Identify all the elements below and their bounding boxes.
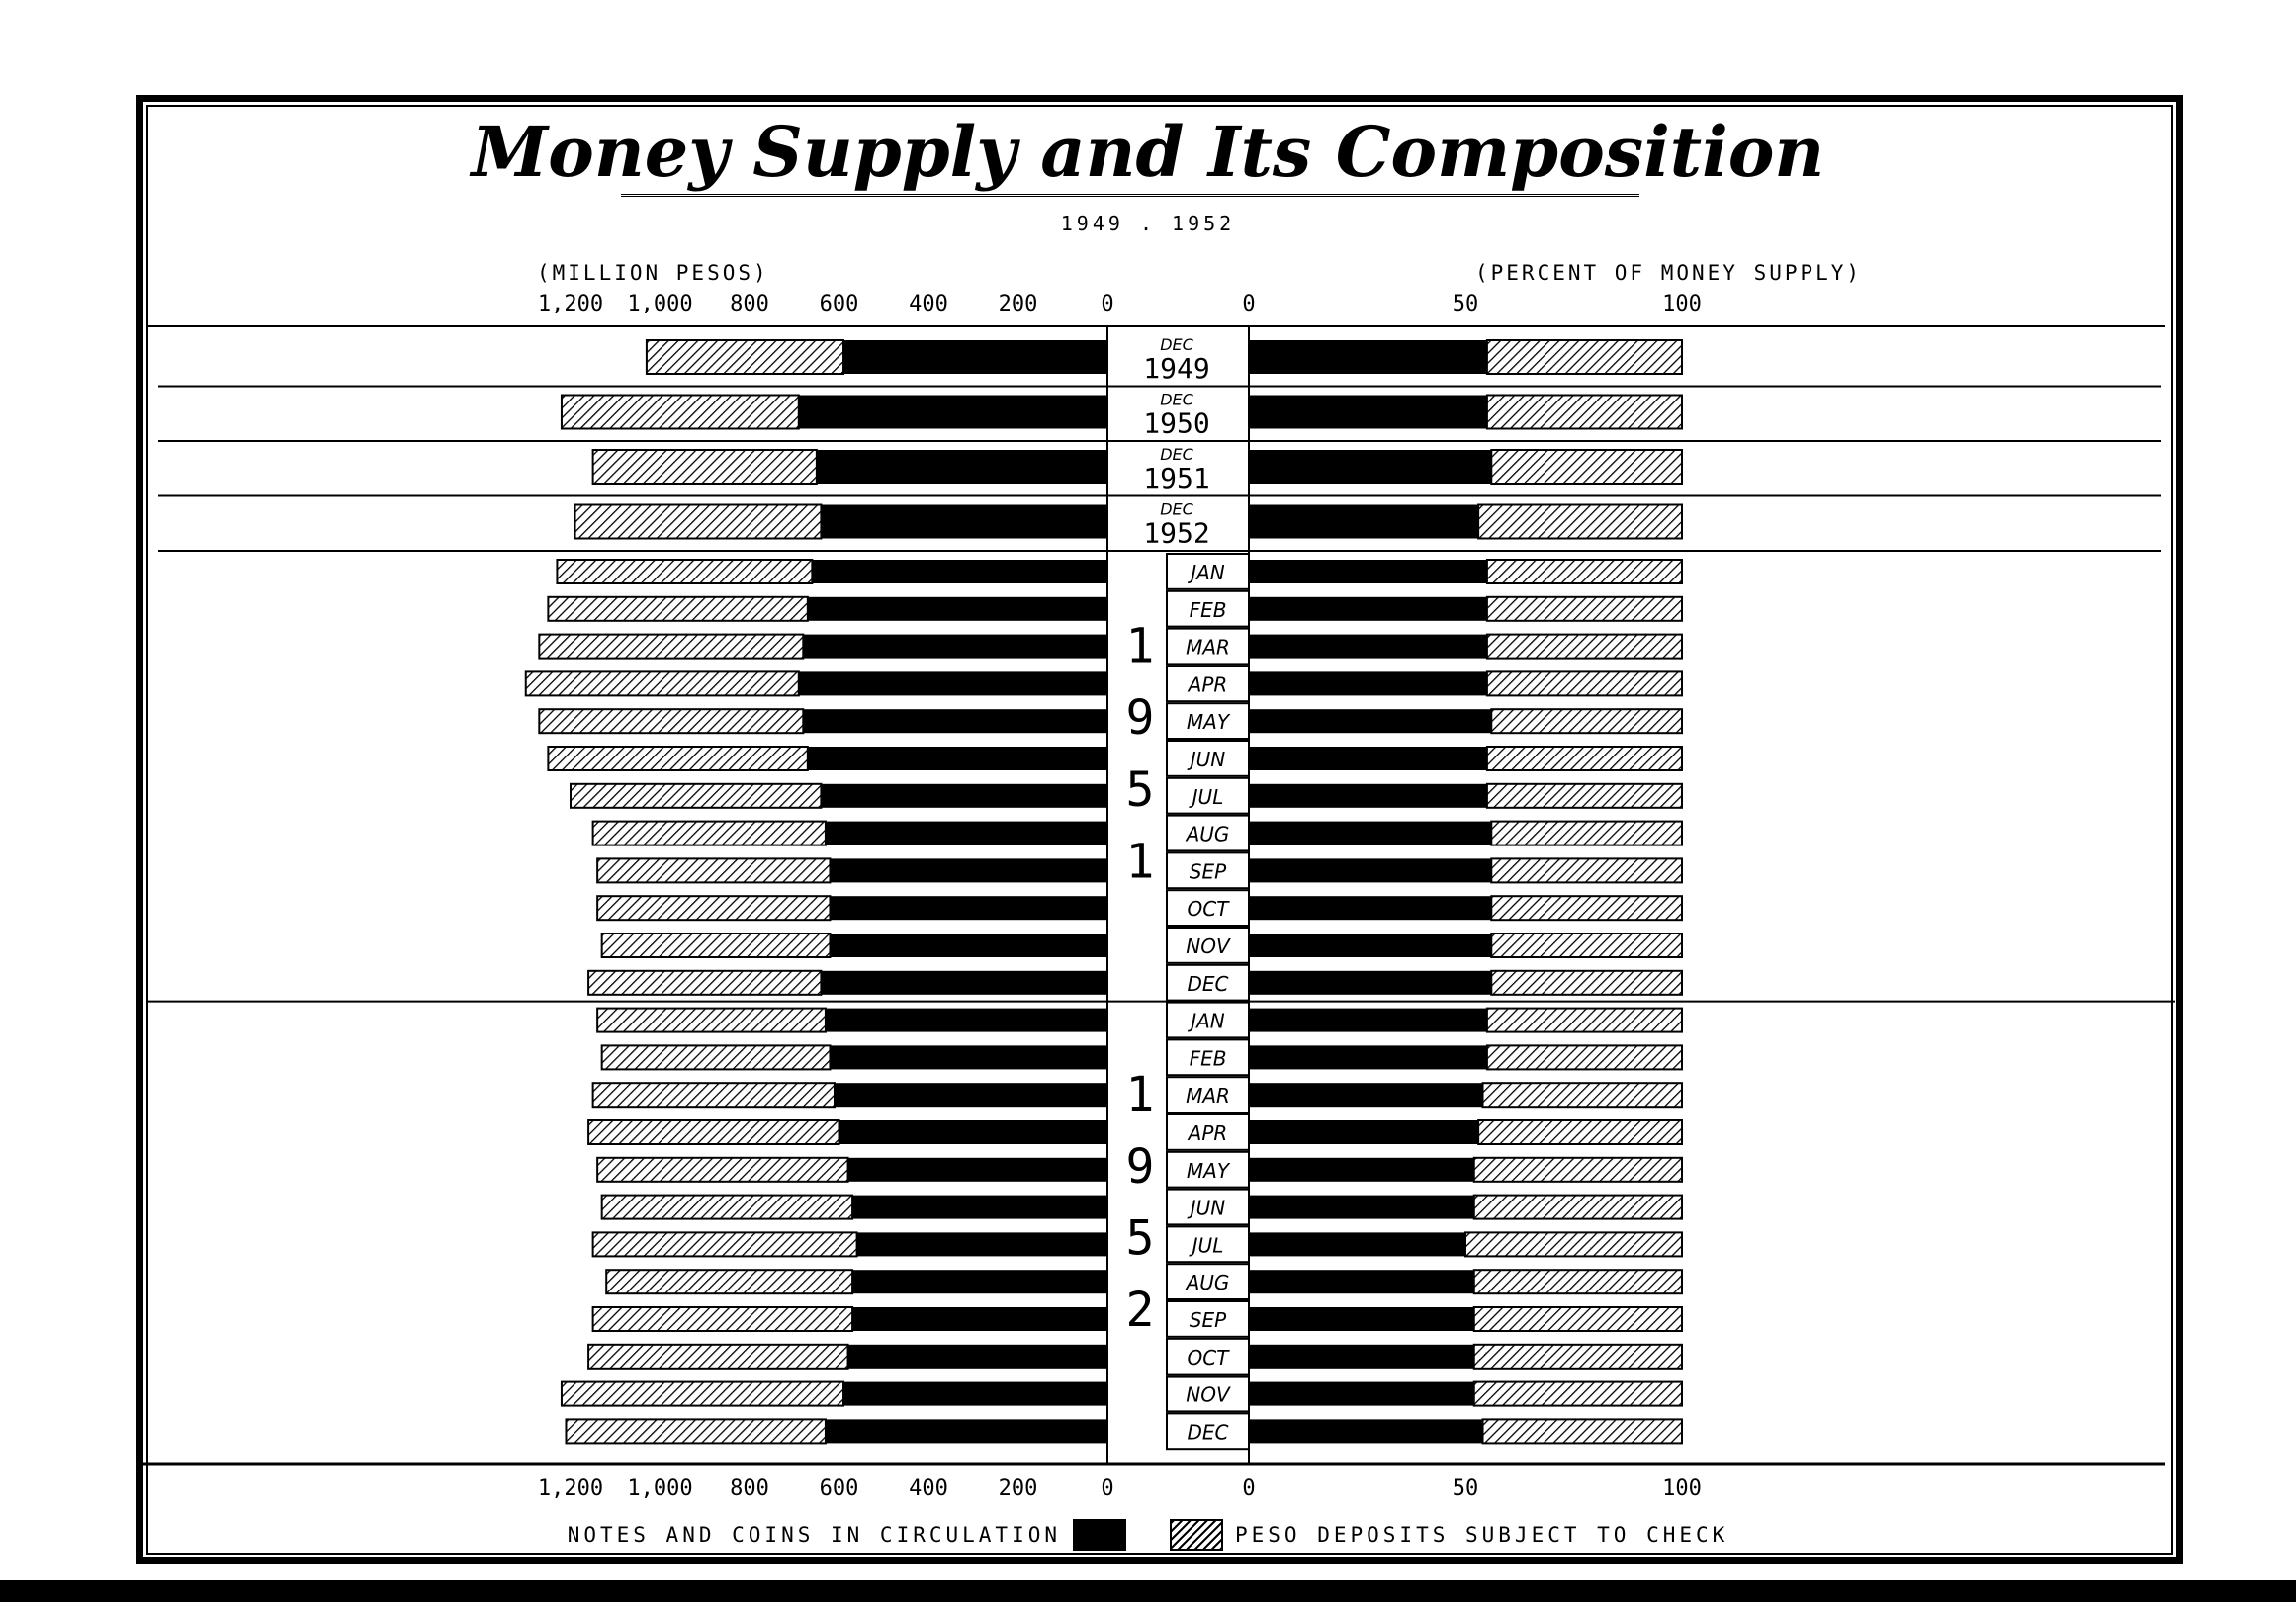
- month-1952-JAN-notes-bar: [826, 1009, 1107, 1032]
- month-1951-APR-notes-bar: [799, 671, 1107, 695]
- month-1951-MAY-notes-bar: [803, 709, 1107, 733]
- month-1951-JAN-notes-bar: [812, 560, 1107, 583]
- month-1951-MAR-deposits-bar: [539, 635, 803, 659]
- month-1951-JUL-notes-bar: [821, 784, 1107, 808]
- month-1951-MAR-deposits-pct-bar: [1487, 635, 1682, 659]
- annual-1949-deposits-pct-bar: [1487, 340, 1682, 374]
- month-1952-OCT-notes-pct-bar: [1249, 1345, 1474, 1369]
- month-label: MAR: [1186, 635, 1230, 660]
- left-axis-tick-top: 400: [909, 292, 948, 316]
- group-year-digit: 5: [1125, 761, 1155, 818]
- month-1952-SEP-notes-pct-bar: [1249, 1307, 1474, 1331]
- left-axis-tick-bottom: 0: [1101, 1476, 1114, 1501]
- month-1952-JUL-notes-bar: [857, 1232, 1107, 1256]
- month-1951-NOV-deposits-pct-bar: [1491, 934, 1682, 957]
- month-label: MAY: [1186, 1158, 1230, 1183]
- month-1951-APR-deposits-pct-bar: [1487, 671, 1682, 695]
- month-1951-MAR-notes-bar: [803, 635, 1107, 659]
- month-1952-APR-deposits-pct-bar: [1478, 1120, 1682, 1144]
- month-1952-JUL-deposits-bar: [593, 1232, 857, 1256]
- group-year-digit: 9: [1125, 1138, 1155, 1195]
- right-axis-tick-top: 50: [1452, 292, 1479, 316]
- month-1952-SEP-deposits-pct-bar: [1474, 1307, 1682, 1331]
- group-year-digit: 1: [1125, 618, 1155, 674]
- page-title: Money Supply and Its Composition: [471, 111, 1825, 193]
- month-1951-OCT-deposits-pct-bar: [1491, 896, 1682, 920]
- annual-1950-deposits-bar: [562, 396, 799, 429]
- left-axis-tick-bottom: 1,200: [537, 1476, 604, 1501]
- month-label: JUN: [1190, 748, 1226, 771]
- month-1952-MAR-notes-bar: [835, 1083, 1107, 1107]
- month-1952-JUN-notes-pct-bar: [1249, 1196, 1474, 1219]
- annual-1950-deposits-pct-bar: [1487, 396, 1682, 429]
- month-label: MAY: [1186, 710, 1230, 735]
- annual-1951-deposits-bar: [593, 450, 817, 484]
- month-1951-APR-deposits-bar: [526, 671, 799, 695]
- left-axis-tick-top: 1,000: [627, 292, 693, 316]
- month-1952-APR-notes-pct-bar: [1249, 1120, 1478, 1144]
- group-year-digit: 5: [1125, 1210, 1155, 1267]
- annual-1951-notes-pct-bar: [1249, 450, 1491, 484]
- month-1952-MAY-notes-bar: [848, 1158, 1107, 1182]
- month-1952-MAY-deposits-bar: [597, 1158, 847, 1182]
- right-axis-tick-bottom: 100: [1662, 1476, 1702, 1501]
- month-1951-OCT-deposits-bar: [597, 896, 830, 920]
- annual-1949-notes-bar: [843, 340, 1107, 374]
- month-label: AUG: [1186, 1271, 1230, 1295]
- month-1952-AUG-deposits-pct-bar: [1474, 1270, 1682, 1293]
- month-1952-JAN-notes-pct-bar: [1249, 1009, 1487, 1032]
- month-1951-JUN-notes-pct-bar: [1249, 747, 1487, 770]
- annual-year-label: 1950: [1143, 406, 1210, 440]
- month-1952-FEB-notes-pct-bar: [1249, 1045, 1487, 1069]
- month-label: AUG: [1186, 822, 1230, 846]
- month-1952-AUG-notes-pct-bar: [1249, 1270, 1474, 1293]
- left-axis-tick-top: 0: [1101, 292, 1114, 316]
- legend-swatch-deposits: [1170, 1519, 1223, 1551]
- month-label: FEB: [1189, 1046, 1227, 1071]
- group-year-digit: 1: [1125, 834, 1155, 890]
- annual-1949-deposits-bar: [647, 340, 843, 374]
- month-1952-AUG-deposits-bar: [606, 1270, 852, 1293]
- annual-month-label: DEC: [1160, 335, 1193, 354]
- month-label: NOV: [1186, 1382, 1230, 1407]
- month-1952-OCT-notes-bar: [848, 1345, 1107, 1369]
- right-axis-tick-bottom: 50: [1452, 1476, 1479, 1501]
- legend-label-notes: NOTES AND COINS IN CIRCULATION: [567, 1523, 1061, 1547]
- month-1952-JAN-deposits-pct-bar: [1487, 1009, 1682, 1032]
- annual-1952-deposits-pct-bar: [1478, 505, 1682, 539]
- month-1952-DEC-notes-bar: [826, 1419, 1107, 1443]
- month-1951-JUN-notes-bar: [808, 747, 1107, 770]
- month-1952-NOV-deposits-pct-bar: [1474, 1382, 1682, 1406]
- annual-year-label: 1952: [1143, 516, 1210, 550]
- month-1951-JAN-deposits-pct-bar: [1487, 560, 1682, 583]
- month-1951-SEP-deposits-bar: [597, 858, 830, 882]
- annual-1952-notes-pct-bar: [1249, 505, 1478, 539]
- month-1952-FEB-deposits-bar: [602, 1045, 831, 1069]
- group-year-digit: 2: [1125, 1282, 1155, 1338]
- month-1952-FEB-notes-bar: [830, 1045, 1107, 1069]
- month-1952-FEB-deposits-pct-bar: [1487, 1045, 1682, 1069]
- month-1952-JUL-deposits-pct-bar: [1465, 1232, 1682, 1256]
- month-label: FEB: [1189, 597, 1227, 622]
- annual-1951-notes-bar: [817, 450, 1107, 484]
- annual-1950-notes-pct-bar: [1249, 396, 1487, 429]
- legend-swatch-notes: [1073, 1519, 1126, 1551]
- month-1951-FEB-deposits-bar: [548, 597, 807, 621]
- month-1952-OCT-deposits-pct-bar: [1474, 1345, 1682, 1369]
- month-label: OCT: [1187, 1345, 1229, 1370]
- month-1951-DEC-deposits-pct-bar: [1491, 971, 1682, 995]
- month-1951-DEC-notes-bar: [821, 971, 1107, 995]
- month-1951-OCT-notes-bar: [830, 896, 1107, 920]
- month-label: JUL: [1192, 784, 1224, 809]
- month-1951-APR-notes-pct-bar: [1249, 671, 1487, 695]
- left-axis-tick-bottom: 400: [909, 1476, 948, 1501]
- right-axis-tick-top: 0: [1242, 292, 1256, 316]
- left-axis-tick-bottom: 800: [730, 1476, 769, 1501]
- month-1951-SEP-deposits-pct-bar: [1491, 858, 1682, 882]
- legend: [0, 1519, 2296, 1551]
- annual-1952-deposits-bar: [575, 505, 822, 539]
- right-axis-tick-bottom: 0: [1242, 1476, 1256, 1501]
- month-1951-JUN-deposits-bar: [548, 747, 807, 770]
- right-axis-unit-label: (PERCENT OF MONEY SUPPLY): [1475, 261, 1863, 285]
- annual-month-label: DEC: [1160, 499, 1193, 519]
- month-1952-JAN-deposits-bar: [597, 1009, 826, 1032]
- month-1951-AUG-notes-bar: [826, 822, 1107, 846]
- month-1951-JAN-notes-pct-bar: [1249, 560, 1487, 583]
- month-1951-JUL-notes-pct-bar: [1249, 784, 1487, 808]
- month-1951-MAY-deposits-bar: [539, 709, 803, 733]
- annual-month-label: DEC: [1160, 390, 1193, 409]
- month-1952-APR-notes-bar: [839, 1120, 1108, 1144]
- month-label: JUN: [1190, 1196, 1226, 1220]
- annual-year-label: 1949: [1143, 352, 1210, 385]
- left-axis-unit-label: (MILLION PESOS): [537, 261, 769, 285]
- month-1951-JAN-deposits-bar: [557, 560, 812, 583]
- legend-label-deposits: PESO DEPOSITS SUBJECT TO CHECK: [1235, 1523, 1729, 1547]
- left-axis-tick-top: 1,200: [537, 292, 604, 316]
- left-axis-tick-top: 200: [998, 292, 1038, 316]
- month-1952-MAY-notes-pct-bar: [1249, 1158, 1474, 1182]
- month-label: JUL: [1192, 1233, 1224, 1258]
- month-1952-SEP-deposits-bar: [593, 1307, 852, 1331]
- month-label: SEP: [1189, 1308, 1227, 1332]
- month-label: JAN: [1191, 561, 1225, 584]
- month-label: NOV: [1186, 934, 1230, 958]
- month-1951-SEP-notes-pct-bar: [1249, 858, 1491, 882]
- month-1951-JUN-deposits-pct-bar: [1487, 747, 1682, 770]
- month-label: APR: [1188, 672, 1228, 697]
- left-axis-tick-top: 600: [819, 292, 859, 316]
- month-1951-DEC-deposits-bar: [588, 971, 821, 995]
- month-1951-SEP-notes-bar: [830, 858, 1107, 882]
- group-year-digit: 1: [1125, 1067, 1155, 1123]
- month-1952-NOV-notes-bar: [843, 1382, 1107, 1406]
- month-1952-NOV-deposits-bar: [562, 1382, 843, 1406]
- month-1951-JUL-deposits-bar: [571, 784, 821, 808]
- month-1951-NOV-notes-pct-bar: [1249, 934, 1491, 957]
- month-1951-FEB-notes-pct-bar: [1249, 597, 1487, 621]
- month-label: OCT: [1187, 897, 1229, 922]
- month-1952-DEC-deposits-bar: [566, 1419, 825, 1443]
- annual-1951-deposits-pct-bar: [1491, 450, 1682, 484]
- month-1951-JUL-deposits-pct-bar: [1487, 784, 1682, 808]
- month-1952-MAR-notes-pct-bar: [1249, 1083, 1483, 1107]
- month-1952-JUN-deposits-bar: [602, 1196, 852, 1219]
- month-1951-FEB-deposits-pct-bar: [1487, 597, 1682, 621]
- month-1952-MAR-deposits-bar: [593, 1083, 835, 1107]
- month-1952-APR-deposits-bar: [588, 1120, 839, 1144]
- annual-month-label: DEC: [1160, 445, 1193, 464]
- month-1952-DEC-deposits-pct-bar: [1483, 1419, 1682, 1443]
- left-axis-tick-bottom: 600: [819, 1476, 859, 1501]
- scan-bottom-edge: [0, 1580, 2296, 1602]
- month-1951-NOV-notes-bar: [830, 934, 1107, 957]
- month-1952-NOV-notes-pct-bar: [1249, 1382, 1474, 1406]
- month-label: MAR: [1186, 1084, 1230, 1109]
- annual-1950-notes-bar: [799, 396, 1107, 429]
- month-1951-MAY-notes-pct-bar: [1249, 709, 1491, 733]
- left-axis-tick-bottom: 200: [998, 1476, 1038, 1501]
- month-label: APR: [1188, 1121, 1228, 1145]
- group-year-digit: 9: [1125, 690, 1155, 747]
- month-1951-NOV-deposits-bar: [602, 934, 831, 957]
- annual-1952-notes-bar: [821, 505, 1107, 539]
- month-label: DEC: [1187, 971, 1229, 996]
- month-1951-OCT-notes-pct-bar: [1249, 896, 1491, 920]
- month-1951-AUG-deposits-bar: [593, 822, 826, 846]
- annual-year-label: 1951: [1143, 462, 1210, 494]
- month-1952-JUN-deposits-pct-bar: [1474, 1196, 1682, 1219]
- left-axis-tick-bottom: 1,000: [627, 1476, 693, 1501]
- month-1951-DEC-notes-pct-bar: [1249, 971, 1491, 995]
- month-label: JAN: [1191, 1009, 1225, 1033]
- annual-1949-notes-pct-bar: [1249, 340, 1487, 374]
- page-subtitle: 1949 . 1952: [1060, 212, 1236, 235]
- left-axis-tick-top: 800: [730, 292, 769, 316]
- month-1952-AUG-notes-bar: [852, 1270, 1107, 1293]
- month-1952-MAR-deposits-pct-bar: [1483, 1083, 1682, 1107]
- month-1952-DEC-notes-pct-bar: [1249, 1419, 1483, 1443]
- month-1951-MAR-notes-pct-bar: [1249, 635, 1487, 659]
- right-axis-tick-top: 100: [1662, 292, 1702, 316]
- month-1952-MAY-deposits-pct-bar: [1474, 1158, 1682, 1182]
- month-label: SEP: [1189, 859, 1227, 884]
- month-1952-JUN-notes-bar: [852, 1196, 1107, 1219]
- month-label: DEC: [1187, 1420, 1229, 1445]
- month-1952-OCT-deposits-bar: [588, 1345, 847, 1369]
- month-1951-AUG-deposits-pct-bar: [1491, 822, 1682, 846]
- month-1951-FEB-notes-bar: [808, 597, 1107, 621]
- month-1952-JUL-notes-pct-bar: [1249, 1232, 1465, 1256]
- month-1952-SEP-notes-bar: [852, 1307, 1107, 1331]
- month-1951-MAY-deposits-pct-bar: [1491, 709, 1682, 733]
- month-1951-AUG-notes-pct-bar: [1249, 822, 1491, 846]
